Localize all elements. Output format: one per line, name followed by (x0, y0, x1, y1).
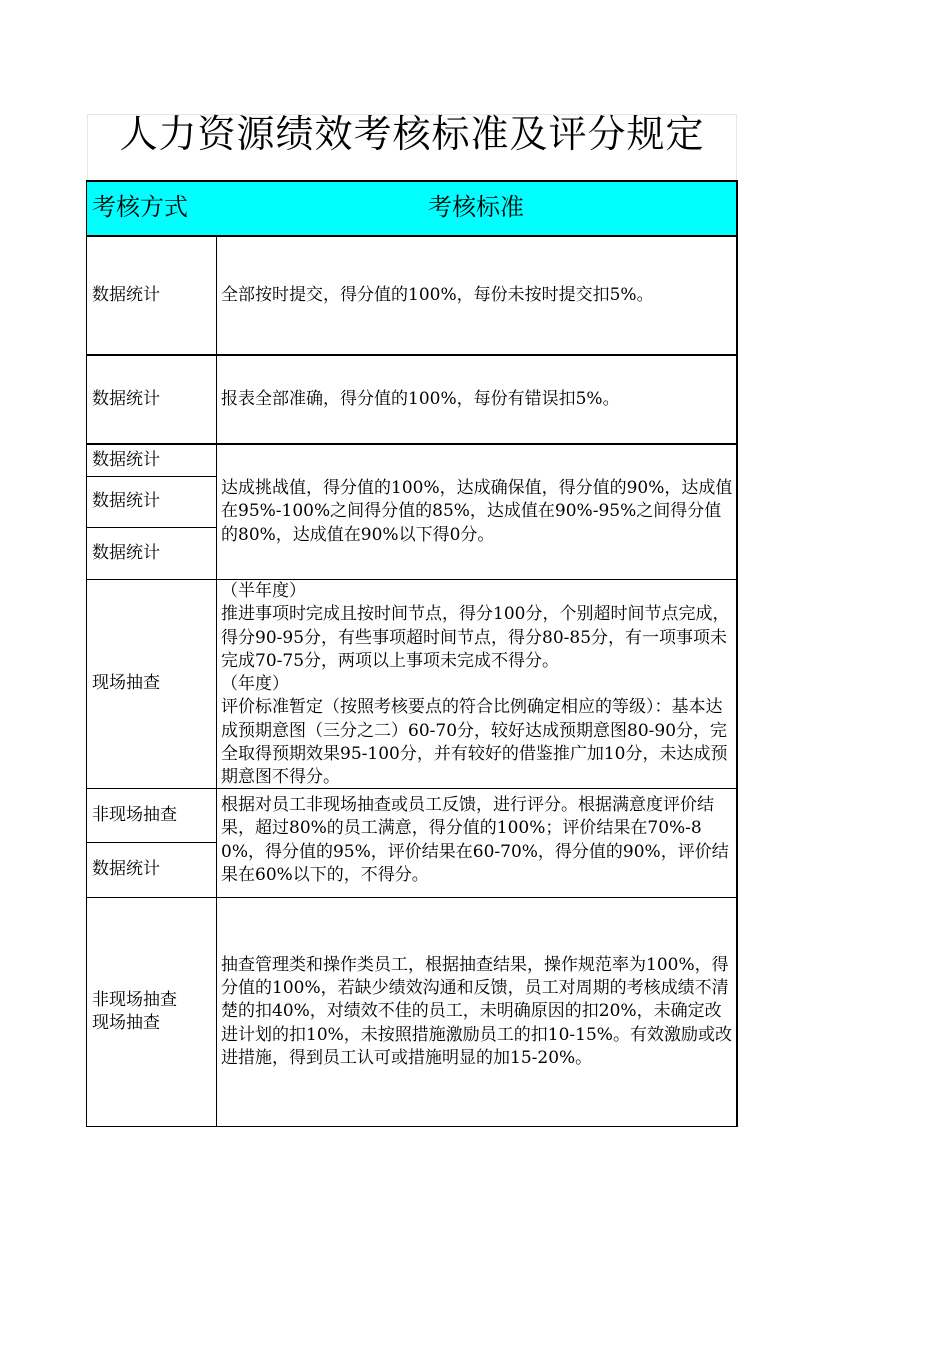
standard-text-block (221, 580, 736, 790)
method-line: 非现场抽查 (92, 989, 177, 1010)
table-bottom-border (86, 1126, 738, 1127)
standard-line: 推进事项时完成且按时间节点，得分100分，个别超时间节点完成，得分90-95分，有些事项超时间节点，得分80-85分，有一项事项未完成70-75分，两项以上事项未完成不得分。 (221, 604, 730, 671)
standard-text: 根据对员工非现场抽查或员工反馈，进行评分。根据满意度评价结果，超过80%的员工满意，得分值的100%；评价结果在70%-80%，得分值的95%，评价结果在60-70%，得分值的90%，评价结果在60%以下的，不得分。 (221, 795, 729, 885)
standard-cell[interactable] (216, 580, 738, 788)
method-cell[interactable]: 数据统计 (86, 237, 217, 355)
standard-cell[interactable] (216, 898, 738, 1126)
method-text-block (92, 989, 177, 1036)
method-cell[interactable] (86, 898, 217, 1126)
standard-cell[interactable] (216, 445, 738, 579)
method-cell[interactable]: 数据统计 (86, 528, 217, 579)
method-cell[interactable]: 非现场抽查 (86, 789, 217, 842)
method-cell[interactable]: 数据统计 (86, 356, 217, 444)
method-line: 现场抽查 (92, 1013, 160, 1033)
method-cell[interactable]: 数据统计 (86, 445, 217, 477)
standard-cell[interactable] (216, 356, 738, 444)
standard-text: 报表全部准确，得分值的100%，每份有错误扣5%。 (221, 389, 620, 410)
title-cell[interactable] (87, 114, 737, 180)
standard-text: 全部按时提交，得分值的100%，每份未按时提交扣5%。 (221, 285, 654, 306)
standard-cell[interactable] (216, 237, 738, 355)
header-standard-cell[interactable]: 考核标准 (216, 180, 738, 237)
header-method-cell[interactable]: 考核方式 (86, 180, 217, 237)
method-cell[interactable]: 现场抽查 (86, 580, 217, 788)
standard-text: 抽查管理类和操作类员工，根据抽查结果，操作规范率为100%，得分值的100%，若缺少绩效沟通和反馈，员工对周期的考核成绩不清楚的扣40%，对绩效不佳的员工，未明确原因的扣20%，未确定改进计划的扣10%，未按照措施激励员工的扣10-15%。有效激励或改进措施，得到员工认可或措施明显的加15-20%。 (221, 954, 732, 1068)
standard-line: 评价标准暂定（按照考核要点的符合比例确定相应的等级）：基本达成预期意图（三分之二）60-70分，较好达成预期意图80-90分，完全取得预期效果95-100分，并有较好的借鉴推广加10分，未达成预期意图不得分。 (221, 697, 728, 788)
method-cell[interactable]: 数据统计 (86, 843, 217, 897)
standard-cell[interactable] (216, 789, 738, 897)
standard-line: （年度） (221, 674, 289, 695)
method-cell[interactable]: 数据统计 (86, 477, 217, 527)
standard-text: 达成挑战值，得分值的100%，达成确保值，得分值的90%，达成值在95%-100%之间得分值的85%，达成值在90%-95%之间得分值的80%，达成值在90%以下得0分。 (221, 478, 733, 545)
standard-line: （半年度） (221, 581, 306, 601)
page-title: 人力资源绩效考核标准及评分规定 (119, 112, 705, 156)
